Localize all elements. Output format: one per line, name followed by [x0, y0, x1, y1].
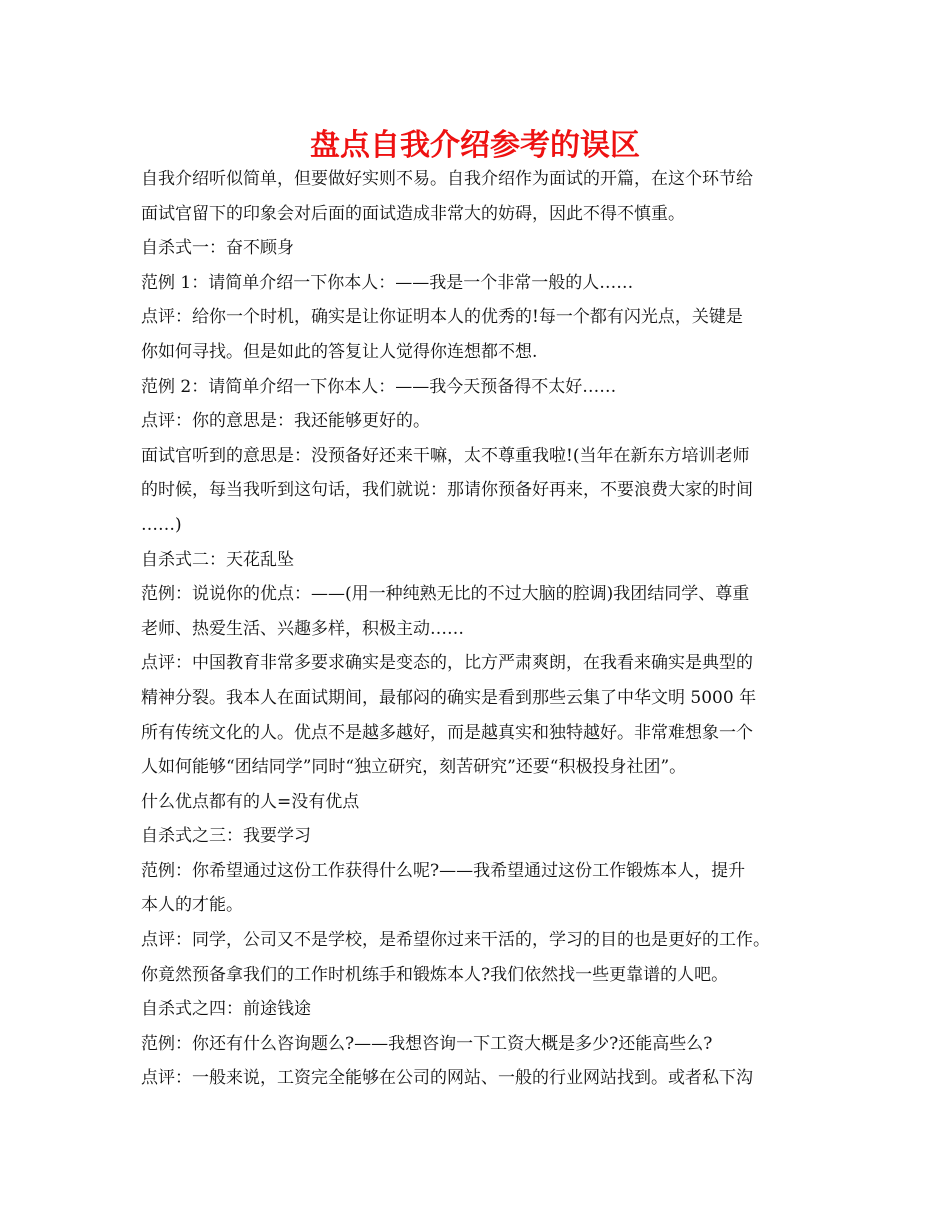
body-line: 点评：同学，公司又不是学校，是希望你过来干活的，学习的目的也是更好的工作。	[141, 930, 770, 951]
body-line: 老师、热爱生活、兴趣多样，积极主动……	[141, 618, 464, 639]
body-line: 面试官听到的意思是：没预备好还来干嘛，太不尊重我啦!(当年在新东方培训老师	[141, 445, 750, 466]
body-line: 本人的才能。	[141, 895, 243, 916]
body-line: 点评：给你一个时机，确实是让你证明本人的优秀的!每一个都有闪光点，关键是	[141, 307, 743, 328]
document-body	[141, 162, 831, 1096]
body-line: 范例 2：请简单介绍一下你本人：——我今天预备得不太好……	[141, 376, 617, 397]
body-line: 面试官留下的印象会对后面的面试造成非常大的妨碍，因此不得不慎重。	[141, 203, 685, 224]
document-title: 盘点自我介绍参考的误区	[310, 128, 640, 163]
body-line: 点评：你的意思是：我还能够更好的。	[141, 411, 430, 432]
body-line: 范例 1：请简单介绍一下你本人：——我是一个非常一般的人……	[141, 272, 634, 293]
body-line: 的时候，每当我听到这句话，我们就说：那请你预备好再来，不要浪费大家的时间	[141, 480, 753, 501]
body-line: 点评：一般来说，工资完全能够在公司的网站、一般的行业网站找到。或者私下沟	[141, 1068, 753, 1089]
body-line: 范例：你希望通过这份工作获得什么呢?——我希望通过这份工作锻炼本人，提升	[141, 860, 746, 881]
body-line: 精神分裂。我本人在面试期间，最郁闷的确实是看到那些云集了中华文明 5000 年	[141, 687, 757, 708]
section-heading: 自杀式二：天花乱坠	[141, 549, 294, 570]
body-line: 范例：说说你的优点：——(用一种纯熟无比的不过大脑的腔调)我团结同学、尊重	[141, 584, 750, 605]
section-heading: 自杀式之三：我要学习	[141, 826, 311, 847]
section-heading: 自杀式一：奋不顾身	[141, 238, 294, 259]
body-line: 所有传统文化的人。优点不是越多越好，而是越真实和独特越好。非常难想象一个	[141, 722, 753, 743]
body-line: 范例：你还有什么咨询题么?——我想咨询一下工资大概是多少?还能高些么?	[141, 1033, 713, 1054]
body-line: 你如何寻找。但是如此的答复让人觉得你连想都不想.	[141, 341, 538, 362]
body-line: 自我介绍听似简单，但要做好实则不易。自我介绍作为面试的开篇，在这个环节给	[141, 169, 753, 189]
body-line: 点评：中国教育非常多要求确实是变态的，比方严肃爽朗，在我看来确实是典型的	[141, 653, 753, 674]
body-line: 你竟然预备拿我们的工作时机练手和锻炼本人?我们依然找一些更靠谱的人吧。	[141, 964, 729, 985]
body-line: 什么优点都有的人=没有优点	[141, 791, 360, 812]
body-line: ……)	[141, 514, 182, 535]
body-line: 人如何能够“团结同学”同时“独立研究，刻苦研究”还要“积极投身社团”。	[141, 757, 687, 778]
section-heading: 自杀式之四：前途钱途	[141, 999, 311, 1020]
